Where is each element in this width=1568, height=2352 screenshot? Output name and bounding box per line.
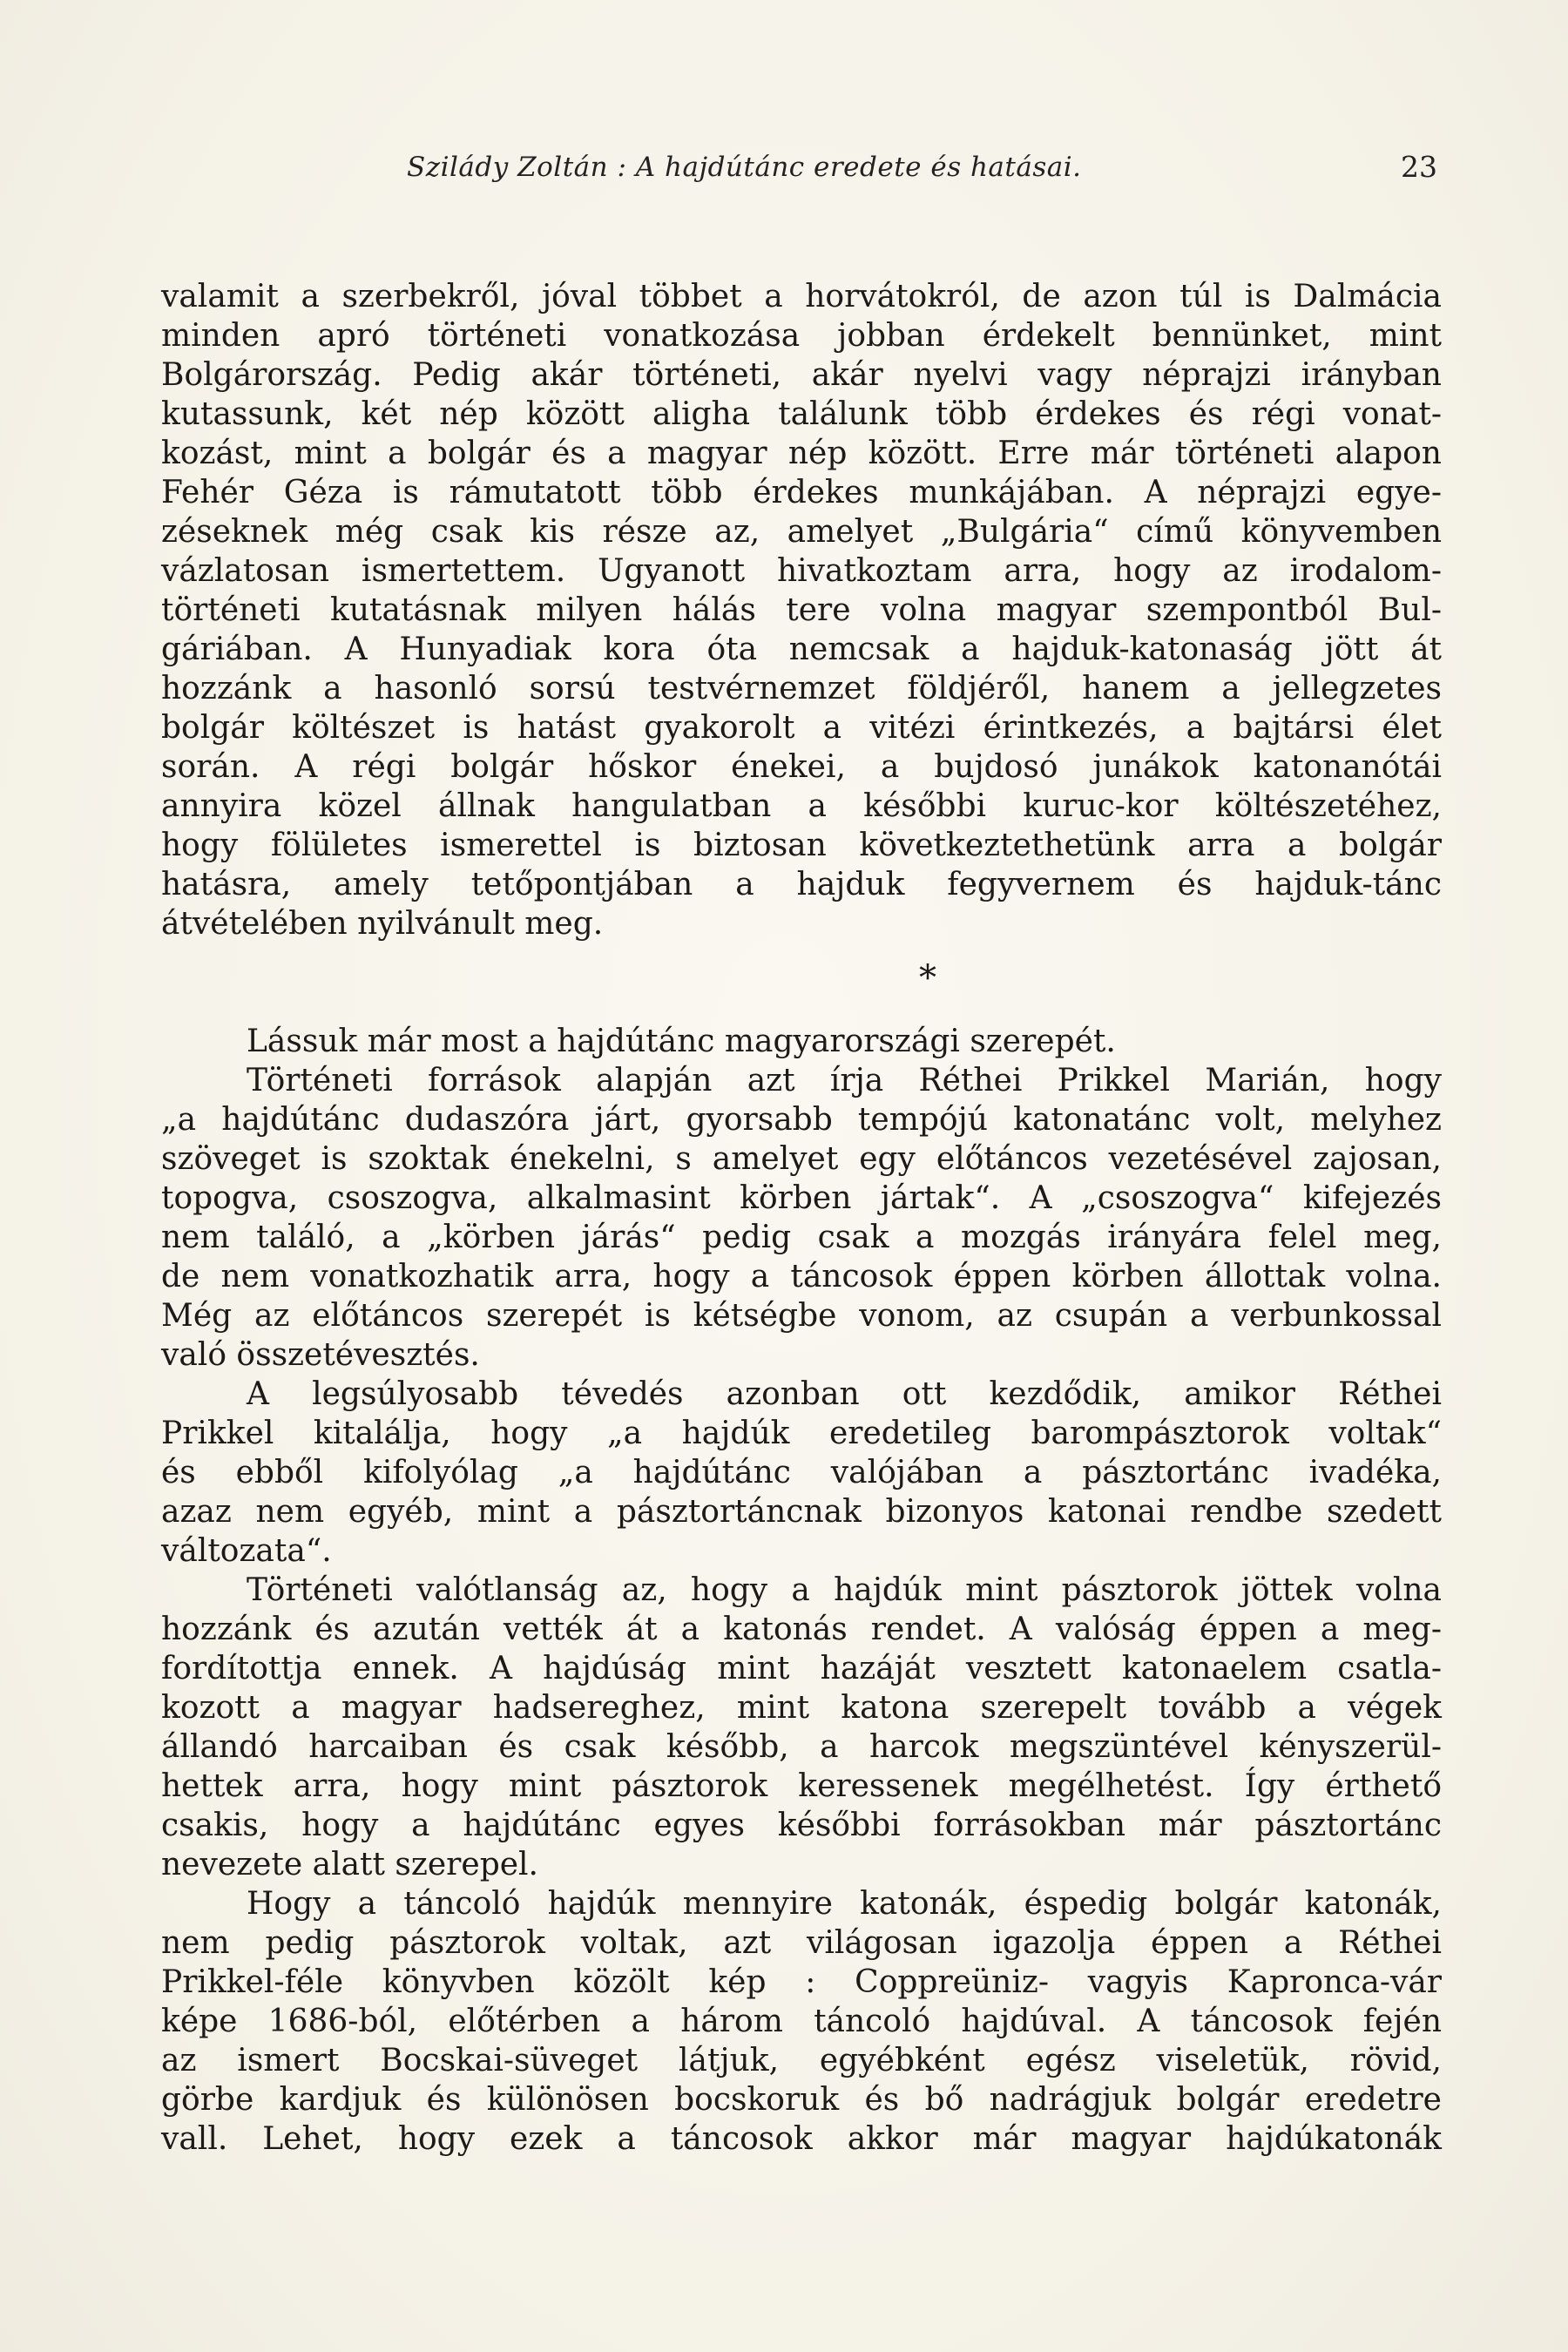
text-line: nem pedig pásztorok voltak, azt világosan igazolja éppen a Réthei <box>161 1925 1442 1961</box>
text-line: Történeti források alapján azt írja Réthei Prikkel Marián, hogy <box>247 1063 1442 1098</box>
text-line: átvételében nyilvánult meg. <box>161 906 604 942</box>
text-line: csakis, hogy a hajdútánc egyes későbbi forrásokban már pásztortánc <box>161 1808 1442 1843</box>
text-line: annyira közel állnak hangulatban a későbbi kuruc-kor költészetéhez, <box>161 788 1442 824</box>
text-line: hozzánk a hasonló sorsú testvérnemzet földjéről, hanem a jellegzetes <box>161 671 1442 706</box>
text-line: hozzánk és azután vették át a katonás rendet. A valóság éppen a meg- <box>161 1612 1442 1647</box>
paragraph <box>161 1022 1442 1061</box>
text-line: valamit a szerbekről, jóval többet a horvátokról, de azon túl is Dalmácia <box>161 279 1442 314</box>
text-line: görbe kardjuk és különösen bocskoruk és bő nadrágjuk bolgár eredetre <box>161 2082 1442 2118</box>
text-line: Lássuk már most a hajdútánc magyarországi szerepét. <box>247 1024 1116 1059</box>
body-text <box>161 277 1442 2159</box>
page-header <box>161 146 1455 190</box>
text-line: hogy fölületes ismerettel is biztosan következtethetünk arra a bolgár <box>161 828 1442 863</box>
text-line: kozást, mint a bolgár és a magyar nép között. Erre már történeti alapon <box>161 436 1442 471</box>
text-line: Fehér Géza is rámutatott több érdekes munkájában. A néprajzi egye- <box>161 475 1442 510</box>
text-line: nem találó, a „körben járás“ pedig csak a mozgás irányára felel meg, <box>161 1220 1442 1255</box>
text-line: és ebből kifolyólag „a hajdútánc valójában a pásztortánc ivadéka, <box>161 1455 1442 1490</box>
text-line: hettek arra, hogy mint pásztorok keressenek megélhetést. Így érthető <box>161 1768 1442 1804</box>
text-line: minden apró történeti vonatkozása jobban érdekelt bennünket, mint <box>161 318 1442 354</box>
text-line: Hogy a táncoló hajdúk mennyire katonák, éspedig bolgár katonák, <box>247 1886 1442 1922</box>
paragraph <box>161 1061 1442 1375</box>
text-line: fordítottja ennek. A hajdúság mint hazáját vesztett katonaelem csatla- <box>161 1651 1442 1686</box>
text-line: bolgár költészet is hatást gyakorolt a vitézi érintkezés, a bajtársi élet <box>161 710 1442 746</box>
text-line: hatásra, amely tetőpontjában a hajduk fegyvernem és hajduk-tánc <box>161 867 1442 902</box>
paragraph <box>161 1571 1442 1884</box>
text-line: történeti kutatásnak milyen hálás tere volna magyar szempontból Bul- <box>161 592 1442 628</box>
text-line: Történeti valótlanság az, hogy a hajdúk mint pásztorok jöttek volna <box>247 1572 1442 1608</box>
text-line: de nem vonatkozhatik arra, hogy a táncosok éppen körben állottak volna. <box>161 1259 1442 1294</box>
text-line: változata“. <box>161 1533 332 1569</box>
text-line: szöveget is szoktak énekelni, s amelyet egy előtáncos vezetésével zajosan, <box>161 1141 1442 1177</box>
paragraph <box>161 1375 1442 1571</box>
text-line: Még az előtáncos szerepét is kétségbe vonom, az csupán a verbunkossal <box>161 1298 1442 1334</box>
text-line: gáriában. A Hunyadiak kora óta nemcsak a hajduk-katonaság jött át <box>161 632 1442 667</box>
text-line: nevezete alatt szerepel. <box>161 1847 539 1882</box>
text-line: során. A régi bolgár hőskor énekei, a bujdosó junákok katonanótái <box>161 749 1442 785</box>
text-line: képe 1686-ból, előtérben a három táncoló hajdúval. A táncosok fején <box>161 2004 1442 2039</box>
text-line: „a hajdútánc dudaszóra járt, gyorsabb tempójú katonatánc volt, melyhez <box>161 1102 1442 1138</box>
section-break: * <box>919 958 936 998</box>
text-line: A legsúlyosabb tévedés azonban ott kezdődik, amikor Réthei <box>247 1376 1442 1412</box>
paragraph <box>161 1884 1442 2159</box>
page-number: 23 <box>1401 150 1437 184</box>
text-line: vall. Lehet, hogy ezek a táncosok akkor már magyar hajdúkatonák <box>161 2121 1442 2157</box>
text-line: Prikkel kitalálja, hogy „a hajdúk eredetileg barompásztorok voltak“ <box>161 1416 1442 1451</box>
text-line: Prikkel-féle könyvben közölt kép : Coppreüniz- vagyis Kapronca-vár <box>161 1964 1442 2000</box>
text-line: topogva, csoszogva, alkalmasint körben jártak“. A „csoszogva“ kifejezés <box>161 1180 1442 1216</box>
running-title: Szilády Zoltán : A hajdútánc eredete és hatásai. <box>407 152 1082 183</box>
text-line: zéseknek még csak kis része az, amelyet „Bulgária“ című könyvemben <box>161 514 1442 550</box>
text-line: vázlatosan ismertettem. Ugyanott hivatkoztam arra, hogy az irodalom- <box>161 553 1442 589</box>
text-line: az ismert Bocskai-süveget látjuk, egyébként egész viseletük, rövid, <box>161 2043 1442 2078</box>
text-line: állandó harcaiban és csak később, a harcok megszüntével kényszerül- <box>161 1729 1442 1765</box>
text-line: kozott a magyar hadsereghez, mint katona szerepelt tovább a végek <box>161 1690 1442 1726</box>
text-line: kutassunk, két nép között aligha találunk több érdekes és régi vonat- <box>161 396 1442 432</box>
text-line: azaz nem egyéb, mint a pásztortáncnak bizonyos katonai rendbe szedett <box>161 1494 1442 1530</box>
text-line: Bolgárország. Pedig akár történeti, akár nyelvi vagy néprajzi irányban <box>161 357 1442 393</box>
text-line: való összetévesztés. <box>161 1337 480 1373</box>
paragraph <box>161 277 1442 943</box>
